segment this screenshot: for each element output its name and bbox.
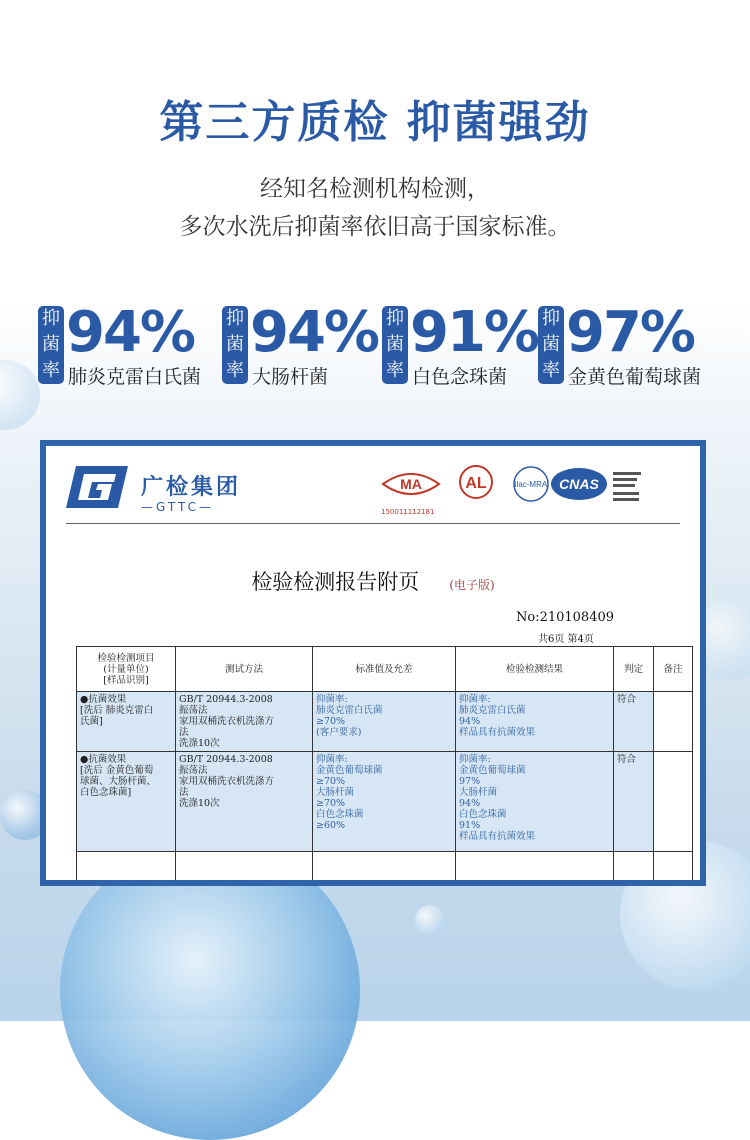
stat-value: 94% — [250, 300, 379, 365]
gttc-logo-icon — [66, 466, 128, 508]
report-number: No:210108409 — [516, 610, 615, 625]
cell-empty — [614, 852, 654, 881]
cell-item: ●抗菌效果 [洗后 肺炎克雷白 氏菌] — [77, 692, 176, 752]
cma-mark-icon — [383, 474, 439, 494]
cell-empty — [176, 852, 313, 881]
stat-name: 大肠杆菌 — [252, 366, 329, 388]
cnas-text: CNAS — [559, 476, 599, 492]
cell-method: GB/T 20944.3-2008 振荡法 家用双桶洗衣机洗涤方 法 洗涤10次 — [176, 752, 313, 852]
org-name-en: —GTTC— — [141, 500, 214, 514]
subtitle-line: 多次水洗后抑菌率依旧高于国家标准。 — [179, 214, 571, 240]
report-title — [46, 566, 700, 596]
org-name-cn: 广检集团 — [141, 475, 242, 500]
cell-item: ●抗菌效果 [洗后 金黄色葡萄 球菌、大肠杆菌、 白色念珠菌] — [77, 752, 176, 852]
cell-verdict: 符合 — [614, 692, 654, 752]
table-row — [77, 692, 693, 752]
cell-note — [654, 752, 693, 852]
cnas-mark-icon — [551, 468, 607, 500]
cal-mark-icon — [460, 466, 492, 498]
cma-text: MA — [400, 476, 422, 492]
column-header: 测试方法 — [176, 647, 313, 692]
cell-standard: 抑菌率: 金黄色葡萄球菌 ≥70% 大肠杆菌 ≥70% 白色念珠菌 ≥60% — [313, 752, 456, 852]
cell-empty — [313, 852, 456, 881]
cell-empty — [77, 852, 176, 881]
cnas-caption-icon — [613, 472, 641, 501]
report-paper — [46, 446, 700, 880]
column-header: 判定 — [614, 647, 654, 692]
report-frame — [40, 440, 706, 886]
bubble-decoration — [415, 905, 445, 935]
cell-note — [654, 692, 693, 752]
page-title: 第三方质检 抑菌强劲 — [159, 97, 591, 148]
stat-label: 抑 菌 率 — [38, 306, 64, 384]
report-pages: 共6页 第4页 — [538, 634, 594, 645]
cell-empty — [654, 852, 693, 881]
cell-standard: 抑菌率: 肺炎克雷白氏菌 ≥70% (客户要求) — [313, 692, 456, 752]
table-row — [77, 752, 693, 852]
cert-code: 150011112181 — [381, 508, 435, 516]
cell-result: 抑菌率: 金黄色葡萄球菌 97% 大肠杆菌 94% 白色念珠菌 91% 样品具有抗菌效果 — [456, 752, 614, 852]
stat-name: 白色念珠菌 — [412, 366, 508, 388]
cell-result: 抑菌率: 肺炎克雷白氏菌 94% 样品具有抗菌效果 — [456, 692, 614, 752]
column-header: 检验检测结果 — [456, 647, 614, 692]
stat-value: 91% — [410, 300, 539, 365]
stat-value: 94% — [66, 300, 195, 365]
stat-label: 抑 菌 率 — [538, 306, 564, 384]
stat-label: 抑 菌 率 — [382, 306, 408, 384]
report-version: (电子版) — [449, 578, 495, 592]
header-divider — [66, 523, 680, 524]
ilac-text: ilac-MRA — [514, 480, 548, 489]
svg-text:AL: AL — [465, 475, 487, 492]
stat-name: 金黄色葡萄球菌 — [568, 366, 702, 388]
report-table — [76, 646, 693, 880]
bubble-decoration — [0, 360, 40, 430]
table-header-row — [77, 647, 693, 692]
org-name-en-text: GTTC — [156, 500, 199, 514]
column-header: 检验检测项目 (计量单位) [样品识别] — [77, 647, 176, 692]
column-header: 备注 — [654, 647, 693, 692]
cell-verdict: 符合 — [614, 752, 654, 852]
report-title-text: 检验检测报告附页 — [251, 570, 420, 594]
ilac-mark-icon — [514, 467, 548, 501]
stat-name: 肺炎克雷白氏菌 — [68, 366, 202, 388]
table-row-empty — [77, 852, 693, 881]
column-header: 标准值及允差 — [313, 647, 456, 692]
page-subtitle — [0, 170, 750, 246]
subtitle-line: 经知名检测机构检测， — [260, 176, 490, 202]
stat-value: 97% — [566, 300, 695, 365]
stat-label: 抑 菌 率 — [222, 306, 248, 384]
cell-empty — [456, 852, 614, 881]
cell-method: GB/T 20944.3-2008 振荡法 家用双桶洗衣机洗涤方 法 洗涤10次 — [176, 692, 313, 752]
